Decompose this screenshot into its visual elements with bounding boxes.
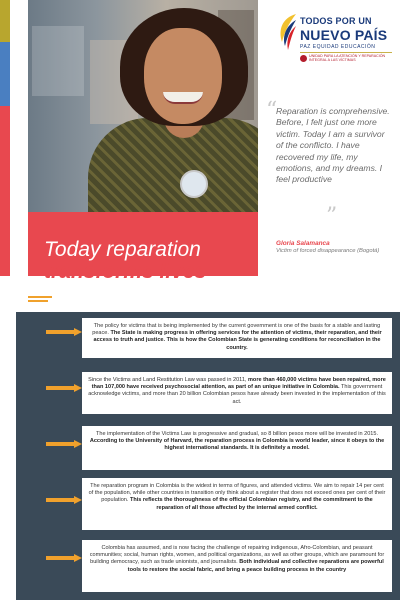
headline-line2: transforms lives — [44, 260, 207, 283]
quote-author-description: Victim of forced disappearance (Bogotá) — [276, 248, 380, 254]
fact-block — [82, 318, 392, 358]
photo-pin-badge — [180, 170, 208, 198]
facts-panel — [16, 312, 400, 600]
flag-swoosh-icon — [276, 12, 298, 52]
testimonial-quote: Reparation is comprehensive. Before, I felt just one more victim. Today I am a survivor of the conflicto. I have recovered my life, my emotions, and my dreams. I feel productive — [276, 106, 390, 185]
logo-title-line2: NUEVO PAÍS — [300, 27, 388, 43]
seal-icon — [300, 55, 307, 62]
blue-strip — [0, 42, 10, 106]
olive-strip — [0, 0, 10, 42]
quote-author-name: Gloria Salamanca — [276, 240, 330, 247]
logo-divider — [300, 52, 392, 53]
arrow-icon — [46, 554, 84, 562]
fact-block — [82, 372, 392, 414]
fact-text: Colombia has assumed, and is now facing the challenge of repairing indigenous, Afro-Colombian, and peasant communities; social, human rights, women, and political organizations, as well as other groups, which are paramount for building democracy, such as trade unionists, and journalists. Both individual and collective reparations are powerful tools to restore the social fabric, and bring a peace building process in the country — [89, 545, 385, 573]
fact-text: Since the Victims and Land Restitution Law was passed in 2011, more than 460,000 victims have been repaired, more than 107,000 have received psychosocial attention, as part of an unique initiative in Colombia. This government acknowledge victims, and more than 20 billion Colombian pesos have already been invested in the implementation of this act. — [88, 377, 386, 405]
close-quote-icon: ” — [326, 204, 338, 229]
logo-motto: PAZ EQUIDAD EDUCACIÓN — [300, 44, 376, 50]
accent-rule — [28, 300, 48, 302]
open-quote-icon: “ — [266, 98, 278, 123]
government-logo — [276, 8, 394, 88]
logo-title-line1: TODOS POR UN — [300, 16, 372, 26]
fact-text: The policy for victims that is being implemented by the current government is one of the basis for a stable and lasting peace. The State is making progress in offering services for the attention of victims, their reparation, and their access to truth and justice. This is how the Colombian State is generating conditions for reconciliation in the country. — [92, 323, 382, 351]
fact-block — [82, 540, 392, 592]
arrow-icon — [46, 328, 84, 336]
headline-line1: Today reparation — [44, 238, 201, 261]
red-strip — [0, 106, 10, 276]
accent-rule — [28, 296, 52, 298]
fact-block — [82, 478, 392, 530]
fact-text: The implementation of the Victims Law is progressive and gradual, so 8 billion pesos more will be invested in 2015. According to the University of Harvard, the reparation process in Colombia is world leader, since it obeys to the highest international standards. It is definitely a model. — [89, 431, 385, 452]
logo-unit-name: UNIDAD PARA LA ATENCIÓN Y REPARACIÓN INTEGRAL A LAS VÍCTIMAS — [309, 54, 386, 63]
fact-text: The reparation program in Colombia is the widest in terms of figures, and attended victims. We aim to repair 14 per cent of the population, while other countries in transition only think about a register that does not exceed ones per cent of their population. This reflects the thoroughness of the official Colombian registry, and the commitment to the reparation of all those affected by the internal armed conflict. — [88, 483, 386, 511]
arrow-icon — [46, 496, 84, 504]
portrait-photo — [28, 0, 258, 212]
arrow-icon — [46, 384, 84, 392]
fact-block — [82, 426, 392, 470]
arrow-icon — [46, 440, 84, 448]
